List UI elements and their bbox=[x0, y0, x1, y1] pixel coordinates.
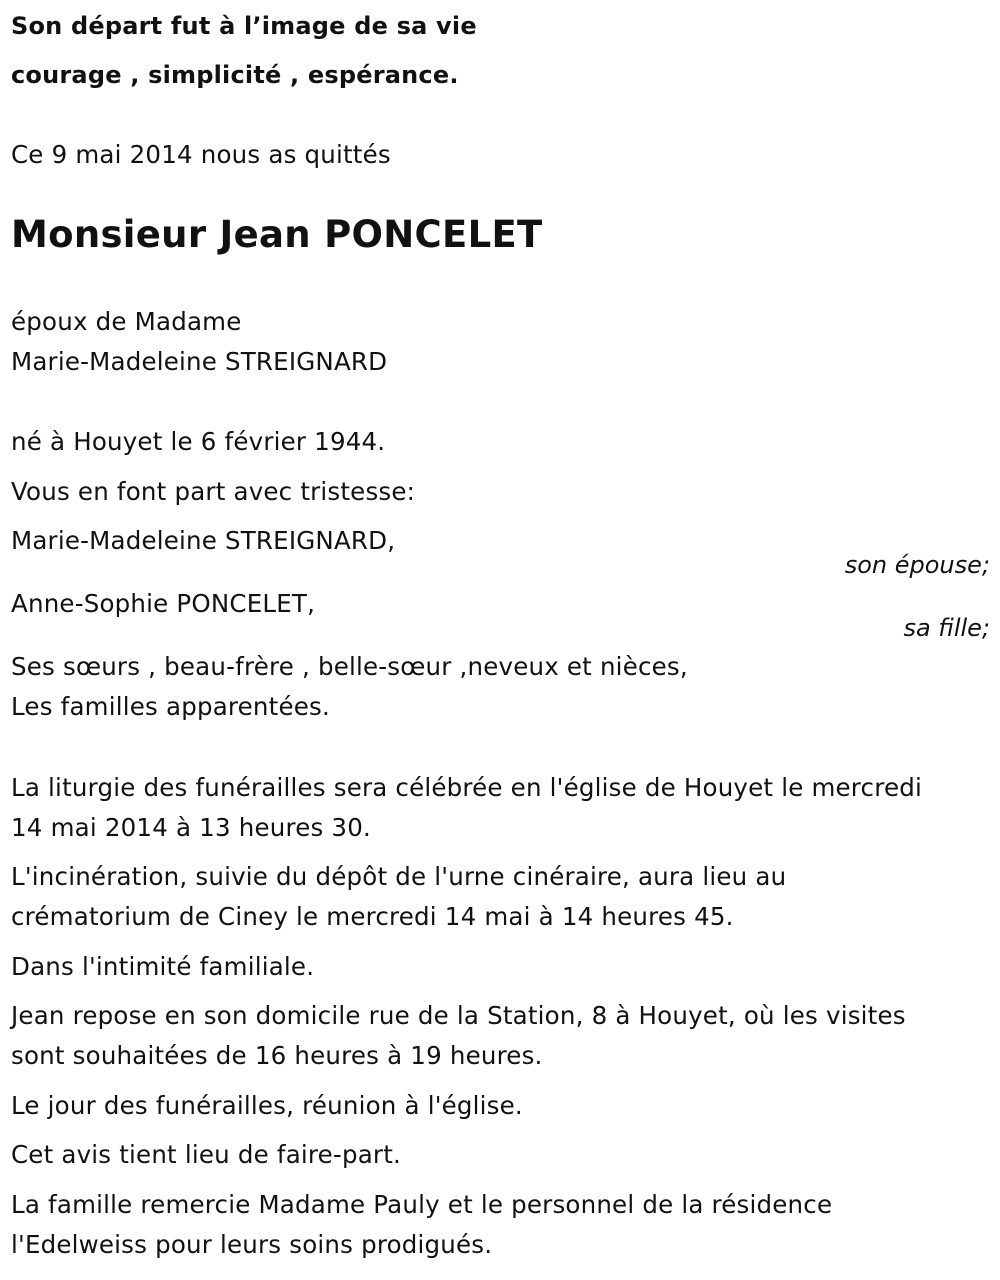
death-date-line: Ce 9 mai 2014 nous as quittés bbox=[11, 140, 391, 169]
mourner-name: Anne-Sophie PONCELET, bbox=[11, 589, 316, 618]
spouse-line-1: époux de Madame bbox=[11, 307, 242, 336]
cremation-line-2: crématorium de Ciney le mercredi 14 mai à 14 heures 45. bbox=[11, 902, 734, 931]
cremation-line-1: L'incinération, suivie du dépôt de l'urne cinéraire, aura lieu au bbox=[11, 862, 787, 891]
notice-line: Cet avis tient lieu de faire-part. bbox=[11, 1140, 401, 1169]
announcers-intro: Vous en font part avec tristesse: bbox=[11, 477, 416, 506]
meeting-line: Le jour des funérailles, réunion à l'église. bbox=[11, 1091, 523, 1120]
mourner-name: Marie-Madeleine STREIGNARD, bbox=[11, 526, 396, 555]
thanks-line-1: La famille remercie Madame Pauly et le personnel de la résidence bbox=[11, 1190, 833, 1219]
relatives-line-1: Ses sœurs , beau-frère , belle-sœur ,neveux et nièces, bbox=[11, 652, 688, 681]
spouse-line-2: Marie-Madeleine STREIGNARD bbox=[11, 347, 388, 376]
epigraph-line-1: Son départ fut à l’image de sa vie bbox=[11, 12, 477, 40]
epigraph-line-2: courage , simplicité , espérance. bbox=[11, 61, 459, 89]
thanks-line-2: l'Edelweiss pour leurs soins prodigués. bbox=[11, 1230, 493, 1259]
mourner-role: sa fille; bbox=[903, 614, 990, 642]
relatives-line-2: Les familles apparentées. bbox=[11, 692, 330, 721]
liturgy-line-1: La liturgie des funérailles sera célébrée en l'église de Houyet le mercredi bbox=[11, 773, 922, 802]
intimacy-line: Dans l'intimité familiale. bbox=[11, 952, 315, 981]
visitation-line-1: Jean repose en son domicile rue de la Station, 8 à Houyet, où les visites bbox=[11, 1001, 906, 1030]
liturgy-line-2: 14 mai 2014 à 13 heures 30. bbox=[11, 813, 371, 842]
visitation-line-2: sont souhaitées de 16 heures à 19 heures. bbox=[11, 1041, 543, 1070]
deceased-name: Monsieur Jean PONCELET bbox=[11, 213, 543, 256]
mourner-role: son épouse; bbox=[844, 551, 990, 579]
birth-line: né à Houyet le 6 février 1944. bbox=[11, 427, 386, 456]
